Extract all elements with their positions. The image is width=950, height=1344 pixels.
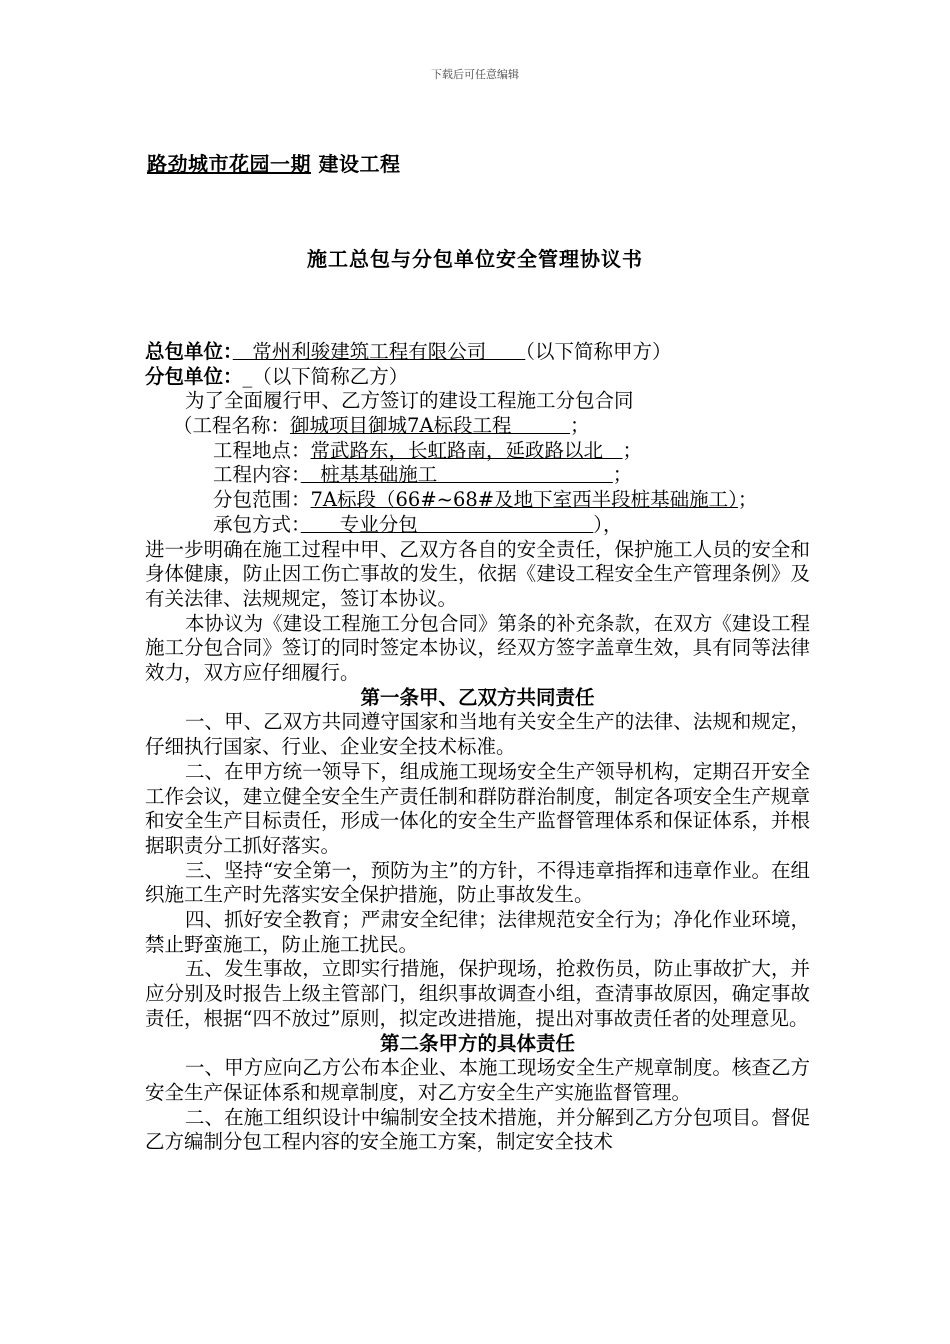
project-name: 路劲城市花园一期 — [147, 152, 311, 176]
general-contractor-label: 总包单位： — [145, 340, 233, 363]
subcontract-scope-end: ； — [737, 488, 758, 512]
document-body — [145, 340, 810, 1155]
subcontractor-value: _（以下简称乙方） — [242, 364, 409, 388]
project-content-line — [145, 463, 810, 488]
project-content-end: ； — [612, 463, 633, 487]
project-content-value: 桩基基础施工 — [300, 463, 613, 487]
section-1-item: 四、抓好安全教育；严肃安全纪律；法律规范安全行为；净化作业环境，禁止野蛮施工，防止施工扰民。 — [145, 908, 810, 956]
section-1-heading: 第一条甲、乙双方共同责任 — [360, 685, 595, 709]
section-2-heading: 第二条甲方的具体责任 — [379, 1031, 575, 1055]
header-note: 下载后可任意编辑 — [431, 68, 519, 81]
subcontractor-label: 分包单位： — [145, 364, 243, 388]
section-2-item: 一、甲方应向乙方公布本企业、本施工现场安全生产规章制度。核查乙方安全生产保证体系和规章制度，对乙方安全生产实施监督管理。 — [145, 1056, 810, 1104]
general-contractor-suffix: （以下简称甲方） — [525, 340, 672, 363]
project-suffix: 建设工程 — [318, 152, 401, 176]
project-name-line — [145, 414, 810, 439]
contract-method-label: 承包方式： — [213, 512, 301, 536]
subcontract-scope-label: 分包范围： — [213, 488, 311, 512]
document-title: 施工总包与分包单位安全管理协议书 — [307, 247, 643, 271]
section-1-item: 三、坚持“安全第一，预防为主”的方针，不得违章指挥和违章作业。在组织施工生产时先落实安全保护措施，防止事故发生。 — [145, 858, 810, 907]
project-name-value: 御城项目御城7A标段工程 — [290, 414, 571, 438]
section-1-item: 一、甲、乙双方共同遵守国家和当地有关安全生产的法律、法规和规定，仔细执行国家、行业、企业安全技术标准。 — [145, 710, 810, 759]
intro-line: 为了全面履行甲、乙方签订的建设工程施工分包合同 — [185, 389, 634, 413]
project-name-end: ； — [570, 414, 590, 438]
section-2-item: 二、在施工组织设计中编制安全技术措施，并分解到乙方分包项目。督促乙方编制分包工程内容的安全施工方案，制定安全技术 — [145, 1105, 810, 1154]
project-name-label: （工程名称： — [173, 414, 291, 438]
project-site-label: 工程地点： — [213, 438, 311, 462]
subcontractor-line — [145, 365, 810, 390]
project-site-end: ； — [622, 438, 643, 462]
project-site-value: 常武路东，长虹路南，延政路以北 — [310, 438, 623, 462]
contract-method-line — [145, 513, 810, 538]
subcontract-scope-line — [145, 488, 810, 513]
contract-method-end: ）， — [593, 512, 623, 536]
contract-method-value: 专业分包 — [300, 512, 594, 536]
section-1-item: 二、在甲方统一领导下，组成施工现场安全生产领导机构，定期召开安全工作会议，建立健全安全生产责任制和群防群治制度，制定各项安全生产规章和安全生产目标责任，形成一体化的安全生产监督管理体系和保证体系，并根据职责分工抓好落实。 — [145, 759, 810, 857]
paragraph-agreement: 本协议为《建设工程施工分包合同》第条的补充条款，在双方《建设工程施工分包合同》签订的同时签定本协议，经双方签字盖章生效，具有同等法律效力，双方应仔细履行。 — [145, 611, 810, 685]
section-1-item: 五、发生事故，立即实行措施，保护现场，抢救伤员，防止事故扩大，并应分别及时报告上级主管部门，组织事故调查小组，查清事故原因，确定事故责任，根据“四不放过”原则，拟定改进措施，提出对事故责任者的处理意见。 — [145, 957, 810, 1030]
project-site-line — [145, 439, 810, 464]
general-contractor-value: 常州利骏建筑工程有限公司 — [232, 340, 526, 363]
project-title — [147, 148, 400, 177]
paragraph-purpose: 进一步明确在施工过程中甲、乙双方各自的安全责任，保护施工人员的安全和身体健康，防止因工伤亡事故的发生，依据《建设工程安全生产管理条例》及有关法律、法规规定，签订本协议。 — [145, 537, 810, 610]
general-contractor-line — [145, 340, 810, 365]
subcontract-scope-value: 7A标段（66#~68#及地下室西半段桩基础施工） — [310, 488, 738, 512]
project-content-label: 工程内容： — [213, 463, 301, 487]
